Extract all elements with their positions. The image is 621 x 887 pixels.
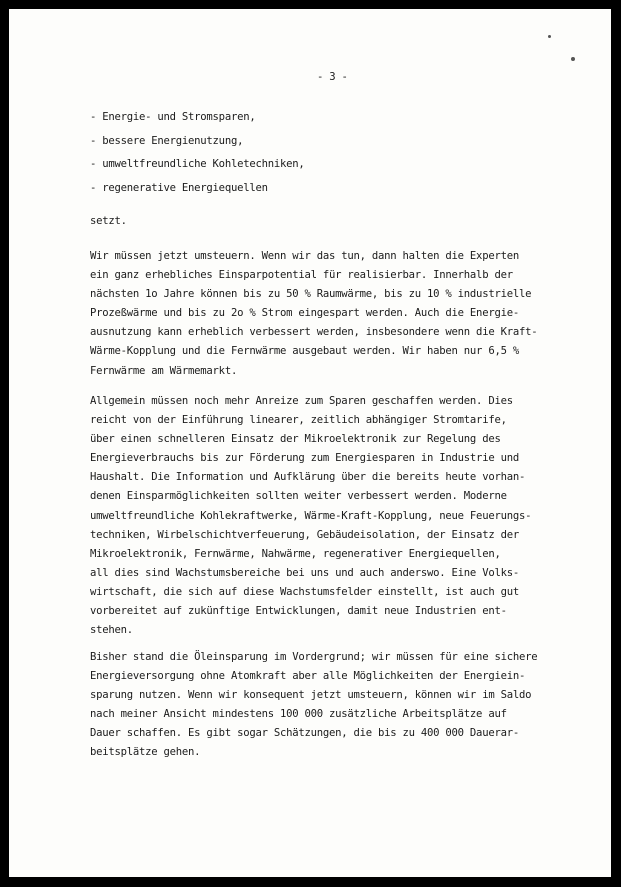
text-line: techniken, Wirbelschichtverfeuerung, Gebäudeisolation, der Einsatz der [90,528,519,541]
text-line: Bisher stand die Öleinsparung im Vordergrund; wir müssen für eine sichere [90,651,538,663]
text-line: ein ganz erhebliches Einsparpotential für realisierbar. Innerhalb der [90,269,513,282]
text-line: Energieversorgung ohne Atomkraft aber alle Möglichkeiten der Energiein- [90,670,526,683]
scan-speck [571,57,575,61]
text-line: Wärme-Kopplung und die Fernwärme ausgebaut werden. Wir haben nur 6,5 % [90,345,519,358]
page-number: - 3 - [317,71,348,83]
bullet-item: - regenerative Energiequellen [90,181,268,194]
text-line: Dauer schaffen. Es gibt sogar Schätzungen, die bis zu 400 000 Dauerar- [90,727,519,740]
text-line: nächsten 1o Jahre können bis zu 50 % Raumwärme, bis zu 10 % industrielle [90,288,532,301]
text-line: all dies sind Wachstumsbereiche bei uns und auch anderswo. Eine Volks- [90,566,519,579]
text-line: nach meiner Ansicht mindestens 100 000 zusätzliche Arbeitsplätze auf [90,708,507,721]
text-line: beitsplätze gehen. [90,746,201,759]
paragraph-oeleinsparung [90,648,537,763]
document-page [9,9,611,877]
text-line: Wir müssen jetzt umsteuern. Wenn wir das tun, dann halten die Experten [90,250,519,262]
scan-speck [548,35,551,38]
text-line: wirtschaft, die sich auf diese Wachstumsfelder einstellt, ist auch gut [90,585,519,598]
paragraph-umsteuern [90,247,537,381]
text-line: sparung nutzen. Wenn wir konsequent jetzt umsteuern, können wir im Saldo [90,689,532,702]
closing-word: setzt. [90,215,127,227]
text-line: Allgemein müssen noch mehr Anreize zum Sparen geschaffen werden. Dies [90,395,513,407]
text-line: denen Einsparmöglichkeiten sollten weiter verbessert werden. Moderne [90,490,507,503]
text-line: Haushalt. Die Information und Aufklärung über die bereits heute vorhan- [90,471,526,484]
text-line: reicht von der Einführung linearer, zeitlich abhängiger Stromtarife, [90,414,507,427]
text-line: vorbereitet auf zukünftige Entwicklungen, damit neue Industrien ent- [90,605,507,618]
text-line: Energieverbrauchs bis zur Förderung zum Energiesparen in Industrie und [90,452,519,465]
text-line: stehen. [90,624,133,637]
bullet-list [90,109,304,203]
bullet-item: - bessere Energienutzung, [90,134,244,147]
text-line: ausnutzung kann erheblich verbessert werden, insbesondere wenn die Kraft- [90,326,538,339]
bullet-item: - umweltfreundliche Kohletechniken, [90,158,305,170]
text-line: Fernwärme am Wärmemarkt. [90,364,238,377]
bullet-item: - Energie- und Stromsparen, [90,111,256,123]
text-line: über einen schnelleren Einsatz der Mikroelektronik zur Regelung des [90,433,501,446]
text-line: umweltfreundliche Kohlekraftwerke, Wärme-Kraft-Kopplung, neue Feuerungs- [90,509,532,522]
text-line: Prozeßwärme und bis zu 2o % Strom eingespart werden. Auch die Energie- [90,307,519,320]
text-line: Mikroelektronik, Fernwärme, Nahwärme, regenerativer Energiequellen, [90,547,501,560]
paragraph-anreize [90,392,531,640]
